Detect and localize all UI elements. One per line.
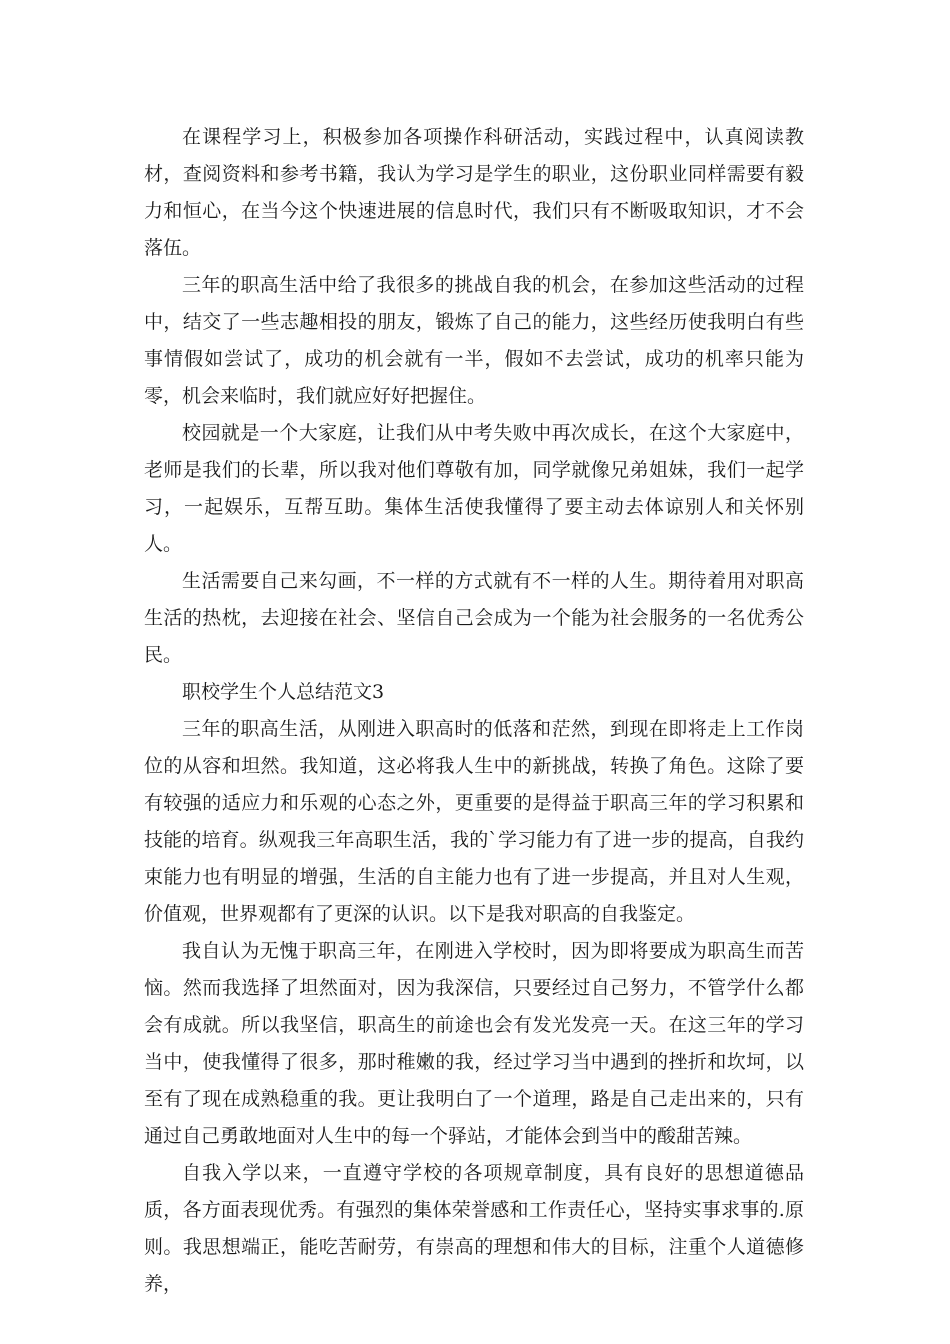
paragraph-course-study: 在课程学习上，积极参加各项操作科研活动，实践过程中，认真阅读教材，查阅资料和参考书籍，我认为学习是学生的职业，这份职业同样需要有毅力和恒心，在当今这个快速进展的信息时代，我们只有不断吸取知识，才不会落伍。 [144,126,804,259]
paragraph-three-years: 三年的职高生活，从刚进入职高时的低落和茫然，到现在即将走上工作岗位的从容和坦然。我知道，这必将我人生中的新挑战，转换了角色。这除了要有较强的适应力和乐观的心态之外，更重要的是得益于职高三年的学习积累和技能的培育。纵观我三年高职生活，我的`学习能力有了进一步的提高，自我约束能力也有明显的增强，生活的自主能力也有了进一步提高，并且对人生观，价值观，世界观都有了更深的认识。以下是我对职高的自我鉴定。 [144,718,804,925]
paragraph-self-assessment: 我自认为无愧于职高三年，在刚进入学校时，因为即将要成为职高生而苦恼。然而我选择了坦然面对，因为我深信，只要经过自己努力，不管学什么都会有成就。所以我坚信，职高生的前途也会有发光发亮一天。在这三年的学习当中，使我懂得了很多，那时稚嫩的我，经过学习当中遇到的挫折和坎坷，以至有了现在成熟稳重的我。更让我明白了一个道理，路是自己走出来的，只有通过自己勇敢地面对人生中的每一个驿站，才能体会到当中的酸甜苦辣。 [144,940,804,1147]
paragraph-challenges: 三年的职高生活中给了我很多的挑战自我的机会，在参加这些活动的过程中，结交了一些志趣相投的朋友，锻炼了自己的能力，这些经历使我明白有些事情假如尝试了，成功的机会就有一半，假如不去尝试，成功的机率只能为零，机会来临时，我们就应好好把握住。 [144,274,804,407]
paragraph-campus-family: 校园就是一个大家庭，让我们从中考失败中再次成长，在这个大家庭中，老师是我们的长辈，所以我对他们尊敬有加，同学就像兄弟姐妹，我们一起学习，一起娱乐，互帮互助。集体生活使我懂得了要主动去体谅别人和关怀别人。 [144,422,804,555]
paragraph-life-outlook: 生活需要自己来勾画，不一样的方式就有不一样的人生。期待着用对职高生活的热枕，去迎接在社会、坚信自己会成为一个能为社会服务的一名优秀公民。 [144,570,804,666]
paragraph-conduct: 自我入学以来，一直遵守学校的各项规章制度，具有良好的思想道德品质，各方面表现优秀。有强烈的集体荣誉感和工作责任心，坚持实事求事的.原则。我思想端正，能吃苦耐劳，有崇高的理想和伟大的目标，注重个人道德修养， [144,1162,804,1295]
section-heading: 职校学生个人总结范文3 [182,681,385,703]
document-body [144,119,804,1303]
